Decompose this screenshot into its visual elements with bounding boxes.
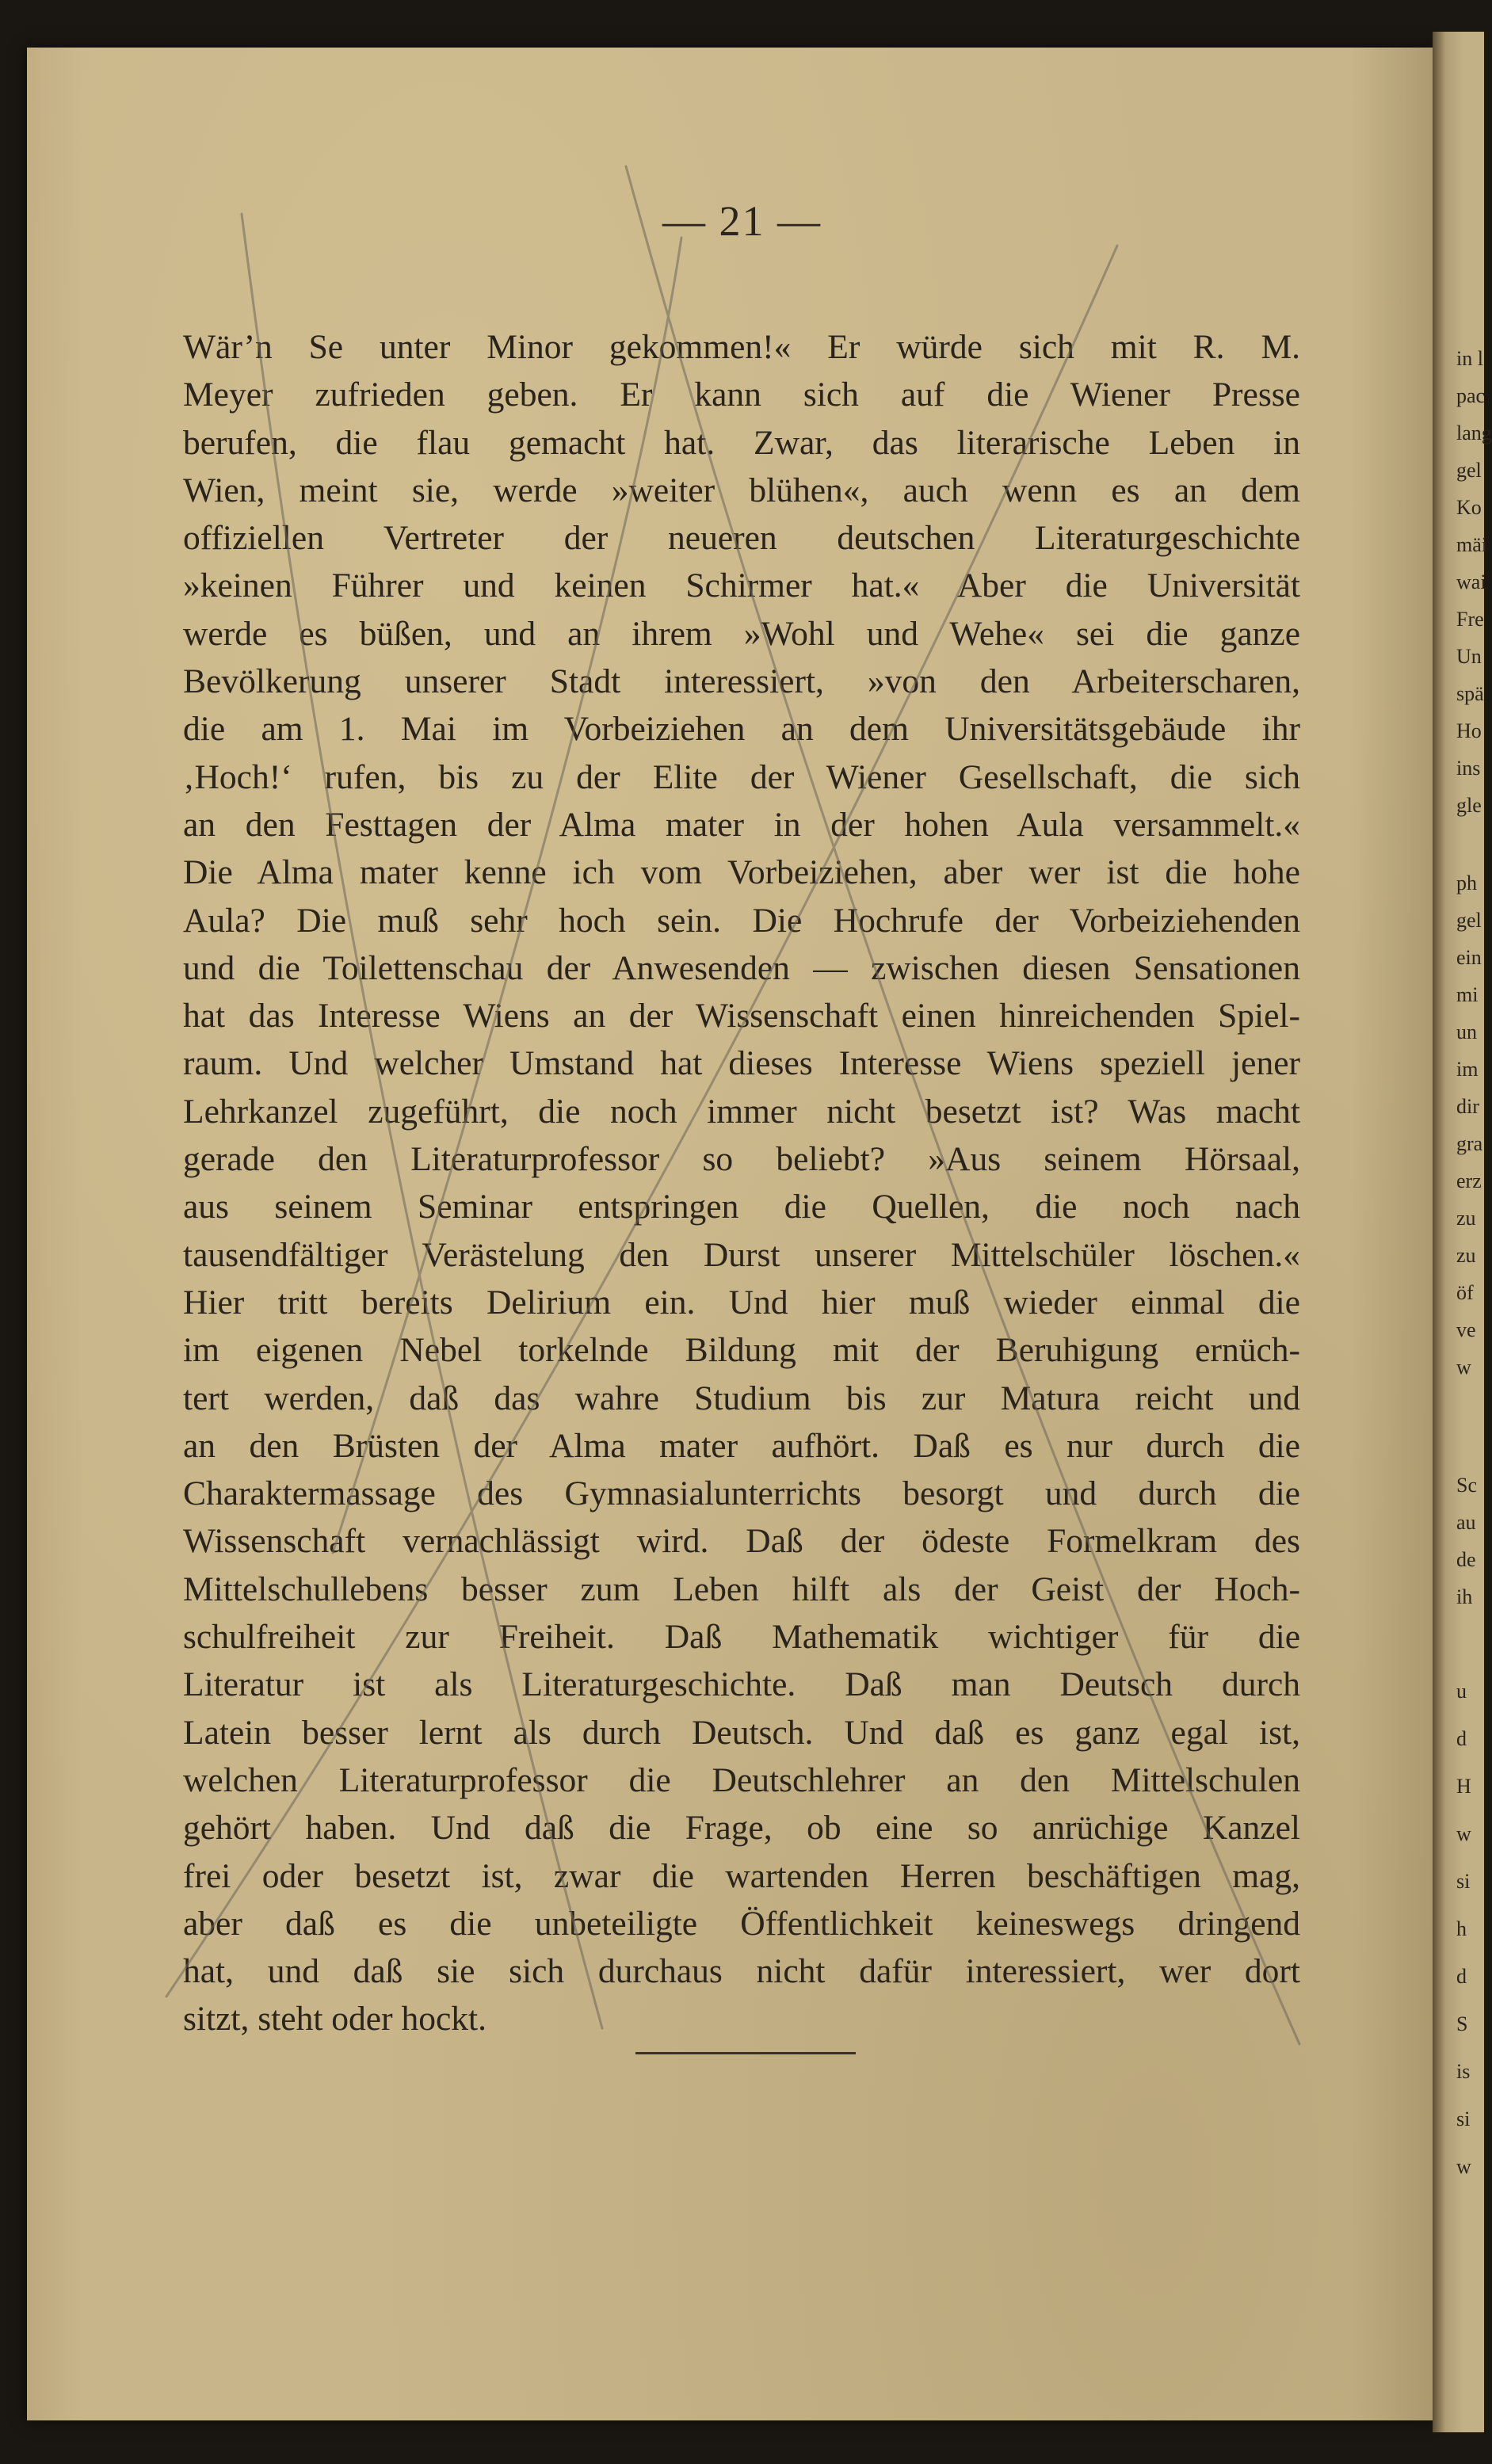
text-line: Literatur ist als Literaturgeschichte. Daß man Deutsch durch [183,1665,1300,1704]
text-line: ‚Hoch!‘ rufen, bis zu der Elite der Wiener Gesellschaft, die sich [183,757,1300,796]
text-line: Charaktermassage des Gymnasialunterrichts besorgt und durch die [183,1474,1300,1513]
text-line: und die Toilettenschau der Anwesenden — zwischen diesen Sensationen [183,948,1300,987]
text-line: hat das Interesse Wiens an der Wissenschaft einen hinreichenden Spiel- [183,997,1300,1036]
text-line: Latein besser lernt als durch Deutsch. Und daß es ganz egal ist, [183,1713,1300,1752]
fragment: zu [1456,1244,1476,1267]
fragment: in l [1456,347,1483,370]
fragment: erz [1456,1169,1482,1192]
fragment: Un [1456,645,1482,668]
fragment: h [1456,1917,1467,1940]
fragment: un [1456,1020,1477,1043]
text-line: aus seinem Seminar entspringen die Quellen, die noch nach [183,1188,1300,1226]
text-line: an den Brüsten der Alma mater aufhört. Daß es nur durch die [183,1426,1300,1465]
text-line: Lehrkanzel zugeführt, die noch immer nicht besetzt ist? Was macht [183,1092,1300,1131]
fragment: pac [1456,384,1486,407]
text-line: aber daß es die unbeteiligte Öffentlichkeit keineswegs dringend [183,1904,1300,1943]
text-line: werde es büßen, und an ihrem »Wohl und Wehe« sei die ganze [183,614,1300,653]
text-line: berufen, die flau gemacht hat. Zwar, das literarische Leben in [183,423,1300,462]
fragment: Ko [1456,496,1482,519]
fragment: S [1456,2012,1468,2035]
text-line: gerade den Literaturprofessor so beliebt? »Aus seinem Hörsaal, [183,1140,1300,1179]
fragment: Sc [1456,1474,1477,1497]
text-line: an den Festtagen der Alma mater in der hohen Aula versammelt.« [183,805,1300,844]
fragment: wai [1456,570,1486,593]
fragment: mi [1456,983,1479,1006]
text-line: tert werden, daß das wahre Studium bis zur Matura reicht und [183,1379,1300,1417]
fragment: si [1456,2107,1471,2130]
fragment: d [1456,1727,1467,1750]
closing-rule [635,2052,856,2054]
text-line: Mittelschullebens besser zum Leben hilft als der Geist der Hoch- [183,1570,1300,1608]
fragment: au [1456,1511,1476,1534]
text-line: frei oder besetzt ist, zwar die wartenden Herren beschäftigen mag, [183,1856,1300,1895]
fragment: ein [1456,946,1482,969]
text-line: schulfreiheit zur Freiheit. Daß Mathematik wichtiger für die [183,1618,1300,1657]
text-line: raum. Und welcher Umstand hat dieses Interesse Wiens speziell jener [183,1044,1300,1083]
fragment: Fre [1456,608,1484,631]
text-line: gehört haben. Und daß die Frage, ob eine so anrüchige Kanzel [183,1809,1300,1848]
fragment: ih [1456,1585,1473,1608]
fragment: w [1456,2155,1471,2178]
fragment: im [1456,1058,1479,1081]
body-text [183,323,1300,2043]
fragment: ve [1456,1318,1476,1341]
fragment: mäi [1456,533,1487,556]
fragment: si [1456,1870,1471,1893]
fragment: gle [1456,794,1482,817]
text-line: Aula? Die muß sehr hoch sein. Die Hochrufe der Vorbeiziehenden [183,901,1300,940]
text-line: Die Alma mater kenne ich vom Vorbeiziehen, aber wer ist die hohe [183,853,1300,892]
text-line: Hier tritt bereits Delirium ein. Und hier muß wieder einmal die [183,1283,1300,1322]
fragment: zu [1456,1207,1476,1230]
text-line: im eigenen Nebel torkelnde Bildung mit der Beruhigung ernüch- [183,1331,1300,1370]
fragment: ph [1456,872,1477,894]
fragment: spä [1456,682,1484,705]
text-line: Meyer zufrieden geben. Er kann sich auf die Wiener Presse [183,376,1300,414]
text-line: offiziellen Vertreter der neueren deutschen Literaturgeschichte [183,519,1300,558]
fragment: w [1456,1822,1471,1845]
text-line: Wien, meint sie, werde »weiter blühen«, auch wenn es an dem [183,471,1300,509]
fragment: H [1456,1775,1471,1798]
text-line: Bevölkerung unserer Stadt interessiert, »von den Arbeiterscharen, [183,662,1300,701]
fragment: gel [1456,459,1482,482]
text-line: Wissenschaft vernachlässigt wird. Daß der ödeste Formelkram des [183,1522,1300,1561]
adjacent-page-edge [1433,32,1492,2432]
page-number: — 21 — [662,197,822,245]
text-line: tausendfältiger Verästelung den Durst unserer Mittelschüler löschen.« [183,1235,1300,1274]
text-line: hat, und daß sie sich durchaus nicht dafür interessiert, wer dort [183,1952,1300,1991]
fragment: d [1456,1965,1467,1988]
fragment: de [1456,1548,1476,1571]
fragment: dir [1456,1095,1479,1118]
text-line: die am 1. Mai im Vorbeiziehen an dem Universitätsgebäude ihr [183,710,1300,749]
text-line: sitzt, steht oder hockt. [183,2000,487,2039]
fragment: u [1456,1680,1467,1703]
fragment: w [1456,1356,1471,1379]
fragment: Ho [1456,719,1482,742]
fragment: lang [1456,421,1492,444]
text-line: »keinen Führer und keinen Schirmer hat.« Aber die Universität [183,566,1300,605]
fragment: gra [1456,1132,1483,1155]
text-line: Wär’n Se unter Minor gekommen!« Er würde sich mit R. M. [183,328,1300,366]
fragment: öf [1456,1281,1474,1304]
fragment: gel [1456,909,1482,932]
fragment: ins [1456,757,1481,780]
text-line: welchen Literaturprofessor die Deutschlehrer an den Mittelschulen [183,1760,1300,1799]
fragment: is [1456,2060,1471,2083]
